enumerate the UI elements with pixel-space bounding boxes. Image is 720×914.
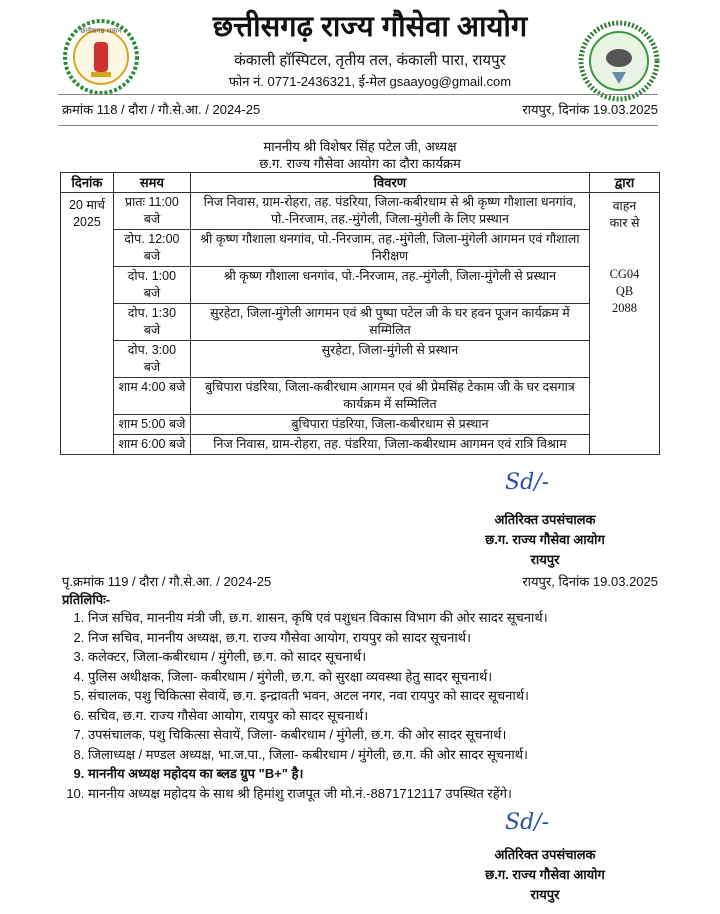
org-address: कंकाली हॉस्पिटल, तृतीय तल, कंकाली पारा, रायपुर [234,52,506,69]
org-title: छत्तीसगढ़ राज्य गौसेवा आयोग [212,11,528,43]
copy-list [60,608,708,803]
time-cell: शाम 4:00 बजे [113,378,190,415]
list-item: 10. माननीय अध्यक्ष महोदय के साथ श्री हिमांशु राजपूत जी मो.नं.-8871712117 उपस्थित रहेंगे। [88,784,708,804]
list-item: 3. कलेक्टर, जिला-कबीरधाम / मुंगेली, छ.ग. को सादर सूचनार्थ। [88,647,708,667]
list-item-blood-group: 9. माननीय अध्यक्ष महोदय का ब्लड ग्रुप "B+" है। [88,764,708,784]
vehicle-cell [590,193,660,455]
list-item: 4. पुलिस अधीक्षक, जिला- कबीरधाम / मुंगेली, छ.ग. को सुरक्षा व्यवस्था हेतु सादर सूचनार्थ। [88,667,708,687]
time-cell: दोप. 3:00 बजे [113,341,190,378]
gausewa-aayog-logo [578,20,660,102]
date-cell: 20 मार्च 2025 [61,193,114,455]
city: रायपुर [530,887,560,902]
list-item: 8. जिलाध्यक्ष / मण्डल अध्यक्ष, भा.ज.पा., जिला- कबीरधाम / मुंगेली, छ.ग. की ओर सादर सूचनार्थ। [88,745,708,765]
header-time: समय [113,173,190,193]
vehicle-number: CG04 QB 2088 [609,267,640,315]
table-row [61,435,660,455]
table-row [61,415,660,435]
signature-2: Sd/- [505,810,549,835]
copy-label: प्रतिलिपिः- [62,592,111,607]
details-cell: श्री कृष्ण गौशाला धनगांव, पो.-निरजाम, तह.-मुंगेली, जिला-मुंगेली आगमन एवं गौशाला निरीक्षण [190,230,589,267]
organization: छ.ग. राज्य गौसेवा आयोग [485,867,605,882]
tour-schedule-table [60,172,660,455]
heading-line2: छ.ग. राज्य गौसेवा आयोग का दौरा कार्यक्रम [259,156,461,171]
time-cell: दोप. 1:30 बजे [113,304,190,341]
list-item: 1. निज सचिव, माननीय मंत्री जी, छ.ग. शासन, कृषि एवं पशुधन विकास विभाग की ओर सादर सूचनार्थ। [88,608,708,628]
details-cell: बुचिपारा पंडरिया, जिला-कबीरधाम से प्रस्थान [190,415,589,435]
time-cell: दोप. 1:00 बजे [113,267,190,304]
details-cell: निज निवास, ग्राम-रोहरा, तह. पंडरिया, जिला-कबीरधाम से श्री कृष्ण गौशाला धनगांव, पो.-निरजाम, तह.-मुंगेली, जिला-मुंगेली के लिए प्रस्थान [190,193,589,230]
details-cell: सुरहेटा, जिला-मुंगेली से प्रस्थान [190,341,589,378]
table-row [61,230,660,267]
details-cell: श्री कृष्ण गौशाला धनगांव, पो.-निरजाम, तह.-मुंगेली, जिला-मुंगेली से प्रस्थान [190,267,589,304]
reference-date: रायपुर, दिनांक 19.03.2025 [522,102,658,117]
list-item: 5. संचालक, पशु चिकित्सा सेवायें, छ.ग. इन्द्रावती भवन, अटल नगर, नवा रायपुर को सादर सूचनार्थ। [88,686,708,706]
time-cell: शाम 5:00 बजे [113,415,190,435]
org-contact: फोन नं. 0771-2436321, ई-मेल gsaayog@gmail.com [228,74,512,89]
heading-line1: माननीय श्री विशेषर सिंह पटेल जी, अध्यक्ष [263,139,457,154]
signature-1: Sd/- [505,470,549,495]
designation: अतिरिक्त उपसंचालक [494,512,596,527]
list-item: 7. उपसंचालक, पशु चिकित्सा सेवायें, जिला- कबीरधाम / मुंगेली, छ.ग. की ओर सादर सूचनार्थ। [88,725,708,745]
header-date: दिनांक [61,173,114,193]
organization: छ.ग. राज्य गौसेवा आयोग [485,532,605,547]
header-by: द्वारा [590,173,660,193]
table-row [61,304,660,341]
details-cell: बुचिपारा पंडरिया, जिला-कबीरधाम आगमन एवं श्री प्रेमसिंह टेकाम जी के घर दसगात्र कार्यक्रम में सम्मिलित [190,378,589,415]
signature-block-1 [470,510,620,570]
divider [58,125,658,126]
table-header-row [61,173,660,193]
time-cell: शाम 6:00 बजे [113,435,190,455]
time-cell: दोप. 12:00 बजे [113,230,190,267]
details-cell: निज निवास, ग्राम-रोहरा, तह. पंडरिया, जिला-कबीरधाम आगमन एवं रात्रि विश्राम [190,435,589,455]
details-cell: सुरहेटा, जिला-मुंगेली आगमन एवं श्री पुष्पा पटेल जी के घर हवन पूजन कार्यक्रम में सम्मिलित [190,304,589,341]
header-details: विवरण [190,173,589,193]
city: रायपुर [530,552,560,567]
reference-number: क्रमांक 118 / दौरा / गौ.से.आ. / 2024-25 [62,102,261,117]
left-logo-text: छत्तीसगढ़ शासन [80,28,122,35]
divider [58,94,658,95]
table-row [61,378,660,415]
vehicle-mode: वाहन कार से [609,199,640,230]
table-row [61,341,660,378]
list-item: 2. निज सचिव, माननीय अध्यक्ष, छ.ग. राज्य गौसेवा आयोग, रायपुर को सादर सूचनार्थ। [88,628,708,648]
copy-date: रायपुर, दिनांक 19.03.2025 [522,574,658,589]
copy-number: पृ.क्रमांक 119 / दौरा / गौ.से.आ. / 2024-25 [62,574,272,589]
time-cell: प्रातः 11:00 बजे [113,193,190,230]
table-row [61,267,660,304]
signature-block-2 [470,845,620,905]
table-row [61,193,660,230]
designation: अतिरिक्त उपसंचालक [494,847,596,862]
list-item: 6. सचिव, छ.ग. राज्य गौसेवा आयोग, रायपुर को सादर सूचनार्थ। [88,706,708,726]
